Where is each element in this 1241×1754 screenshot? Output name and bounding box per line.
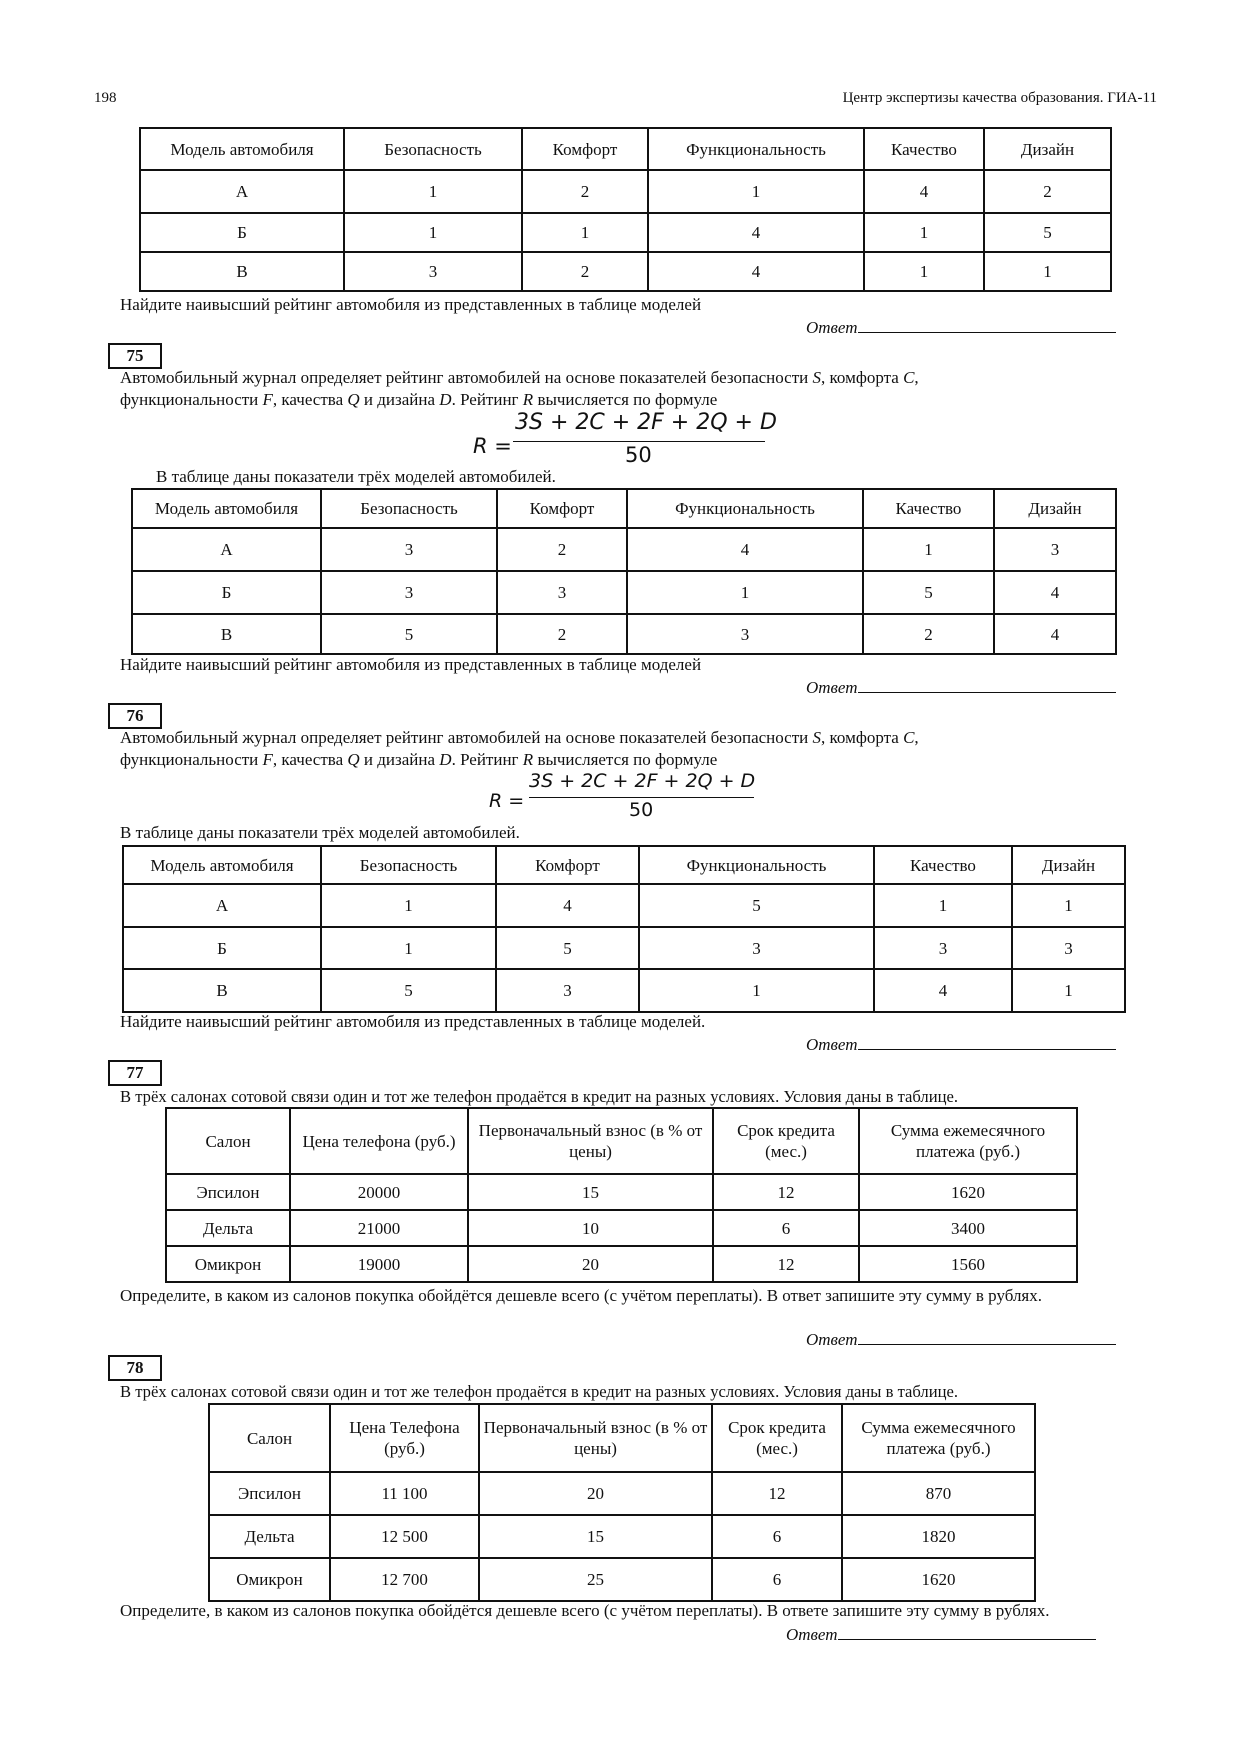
table-cell: 1 (648, 170, 864, 213)
table-cell: 5 (863, 571, 994, 614)
q76-table-intro: В таблице даны показатели трёх моделей автомобилей. (120, 823, 520, 842)
table-cell: 870 (842, 1472, 1035, 1515)
table-cell: Б (132, 571, 321, 614)
q75-formula (473, 410, 777, 470)
table-header-cell: Безопасность (321, 489, 497, 528)
answer-label: Ответ (806, 678, 858, 697)
formula-numerator: 3S + 2C + 2F + 2Q + D (529, 770, 756, 792)
formula-numerator: 3S + 2C + 2F + 2Q + D (515, 410, 777, 435)
table-header-cell: Качество (874, 846, 1012, 884)
table-cell: 4 (874, 969, 1012, 1012)
answer-line[interactable] (838, 1623, 1096, 1640)
table-row (140, 170, 1111, 213)
table-cell: 4 (648, 213, 864, 252)
task-number-76: 76 (108, 703, 162, 729)
q76-formula (489, 770, 759, 826)
table-row (209, 1515, 1035, 1558)
table-cell: 5 (639, 884, 874, 927)
table-cell: Б (140, 213, 344, 252)
table-cell: 25 (479, 1558, 712, 1601)
fraction-bar (513, 441, 765, 442)
table-cell: 1 (321, 927, 496, 969)
table-cell: 19000 (290, 1246, 468, 1282)
q77-credit-table (165, 1107, 1078, 1283)
answer-label: Ответ (786, 1625, 838, 1644)
table-header-cell: Дизайн (984, 128, 1111, 170)
table-header-cell: Сумма ежемесячного платежа (руб.) (859, 1108, 1077, 1174)
table-cell: 1 (984, 252, 1111, 291)
table-cell: 3 (994, 528, 1116, 571)
table-row (209, 1472, 1035, 1515)
table-header-cell: Сумма ежемесячного платежа (руб.) (842, 1404, 1035, 1472)
answer-line[interactable] (858, 316, 1116, 333)
table-cell: 20 (479, 1472, 712, 1515)
table-header-cell: Качество (863, 489, 994, 528)
table-header-cell: Комфорт (522, 128, 648, 170)
table-header-cell: Модель автомобиля (132, 489, 321, 528)
table-cell: 2 (863, 614, 994, 654)
table-header-cell: Дизайн (1012, 846, 1125, 884)
table-cell: 2 (522, 252, 648, 291)
var-f: F (262, 390, 273, 409)
q78-answer (786, 1623, 1096, 1645)
q75-line2-text-4: . Рейтинг (451, 390, 523, 409)
q77-intro: В трёх салонах сотовой связи один и тот же телефон продаётся в кредит на разных условиях. Условия даны в таблице. (120, 1087, 958, 1106)
table-row (132, 528, 1116, 571)
q76-rating-table (122, 845, 1126, 1013)
q77-question: Определите, в каком из салонов покупка обойдётся дешевле всего (с учётом переплаты). В ответ запишите эту сумму в рублях. (120, 1286, 1043, 1305)
table-header-cell: Срок кредита (мес.) (712, 1404, 842, 1472)
var-r: R (522, 750, 534, 769)
table-cell: Омикрон (166, 1246, 290, 1282)
table-cell: 1 (874, 884, 1012, 927)
table-cell: Эпсилон (166, 1174, 290, 1210)
table-cell: 3 (639, 927, 874, 969)
q76-line2-text-5: вычисляется по формуле (533, 750, 718, 769)
table-cell: 20000 (290, 1174, 468, 1210)
table-cell: Омикрон (209, 1558, 330, 1601)
answer-label: Ответ (806, 1035, 858, 1054)
table-cell: 1620 (859, 1174, 1077, 1210)
table-cell: 2 (984, 170, 1111, 213)
var-s: S (812, 368, 822, 387)
table-cell: 1560 (859, 1246, 1077, 1282)
table-cell: 2 (497, 528, 627, 571)
table-header-cell: Модель автомобиля (123, 846, 321, 884)
table-header-cell: Салон (166, 1108, 290, 1174)
table-cell: 3 (321, 571, 497, 614)
formula-lhs: R = (473, 434, 512, 458)
table-cell: 3400 (859, 1210, 1077, 1246)
table-cell: 6 (712, 1515, 842, 1558)
answer-label: Ответ (806, 1330, 858, 1349)
table-cell: 3 (344, 252, 522, 291)
table-header-row (166, 1108, 1077, 1174)
table-cell: 4 (864, 170, 984, 213)
table-cell: 21000 (290, 1210, 468, 1246)
table-header-cell: Комфорт (496, 846, 639, 884)
table-cell: А (123, 884, 321, 927)
table-cell: В (132, 614, 321, 654)
table-cell: Б (123, 927, 321, 969)
table-cell: 3 (496, 969, 639, 1012)
table-header-cell: Комфорт (497, 489, 627, 528)
table-cell: 1 (522, 213, 648, 252)
table-row (123, 884, 1125, 927)
table-row (123, 927, 1125, 969)
table-cell: Дельта (209, 1515, 330, 1558)
q75-intro-text-3: , (914, 368, 919, 387)
table-cell: 4 (648, 252, 864, 291)
table-cell: 6 (713, 1210, 859, 1246)
table-row (166, 1174, 1077, 1210)
table-cell: 5 (496, 927, 639, 969)
table-cell: 2 (497, 614, 627, 654)
table-header-cell: Безопасность (321, 846, 496, 884)
q75-question: Найдите наивысший рейтинг автомобиля из представленных в таблице моделей (120, 655, 702, 674)
answer-line[interactable] (858, 676, 1116, 693)
table-cell: 2 (522, 170, 648, 213)
answer-line[interactable] (858, 1328, 1116, 1345)
var-q: Q (347, 390, 360, 409)
table-cell: 1 (864, 252, 984, 291)
q76-line2-text-3: и дизайна (359, 750, 440, 769)
table-cell: 4 (496, 884, 639, 927)
table-row (209, 1558, 1035, 1601)
table-header-cell: Цена телефона (руб.) (290, 1108, 468, 1174)
var-d: D (439, 390, 452, 409)
table-cell: 1 (864, 213, 984, 252)
fraction-bar (529, 797, 754, 798)
q75-intro-text-2: , комфорта (821, 368, 904, 387)
q78-intro: В трёх салонах сотовой связи один и тот же телефон продаётся в кредит на разных условиях. Условия даны в таблице. (120, 1382, 958, 1401)
table-header-cell: Функциональность (627, 489, 863, 528)
table-row (123, 969, 1125, 1012)
table-cell: 1 (344, 170, 522, 213)
q76-answer (806, 1033, 1116, 1055)
formula-denominator: 50 (629, 799, 654, 821)
table-cell: 15 (479, 1515, 712, 1558)
q76-line2-text-1: функциональности (120, 750, 263, 769)
var-c: C (903, 368, 915, 387)
table-cell: 1 (321, 884, 496, 927)
q76-intro-text-3: , (914, 728, 919, 747)
table-cell: 3 (874, 927, 1012, 969)
table-cell: Дельта (166, 1210, 290, 1246)
table-cell: 15 (468, 1174, 713, 1210)
q75-line2-text-1: функциональности (120, 390, 263, 409)
answer-line[interactable] (858, 1033, 1116, 1050)
table-cell: 4 (994, 571, 1116, 614)
table-cell: 1 (1012, 969, 1125, 1012)
table-cell: 1 (344, 213, 522, 252)
table-header-cell: Дизайн (994, 489, 1116, 528)
q75-line2-text-2: , качества (272, 390, 348, 409)
table-cell: 1820 (842, 1515, 1035, 1558)
task-number-78: 78 (108, 1355, 162, 1381)
var-d: D (439, 750, 452, 769)
table-cell: 3 (627, 614, 863, 654)
rating-table-top (139, 127, 1112, 292)
var-f: F (262, 750, 273, 769)
table-row (166, 1246, 1077, 1282)
table-row (140, 252, 1111, 291)
table-cell: В (123, 969, 321, 1012)
q78-question: Определите, в каком из салонов покупка обойдётся дешевле всего (с учётом переплаты). В ответе запишите эту сумму в рублях. (120, 1601, 1050, 1620)
table-header-cell: Безопасность (344, 128, 522, 170)
table-cell: 1 (1012, 884, 1125, 927)
table-header-row (132, 489, 1116, 528)
var-s: S (812, 728, 822, 747)
table-row (132, 571, 1116, 614)
table-cell: 12 700 (330, 1558, 479, 1601)
table-row (132, 614, 1116, 654)
page-source-header: Центр экспертизы качества образования. ГИА-11 (842, 90, 1157, 106)
q75-answer (806, 676, 1116, 698)
q77-answer (806, 1328, 1116, 1350)
table-cell: 5 (984, 213, 1111, 252)
table-header-cell: Первоначальный взнос (в % от цены) (468, 1108, 713, 1174)
var-q: Q (347, 750, 360, 769)
table-cell: 1 (639, 969, 874, 1012)
table-cell: 3 (1012, 927, 1125, 969)
table-header-cell: Функциональность (639, 846, 874, 884)
task-number-75: 75 (108, 343, 162, 369)
q75-intro (120, 367, 1132, 411)
table-cell: 20 (468, 1246, 713, 1282)
q75-table-intro: В таблице даны показатели трёх моделей автомобилей. (156, 467, 556, 486)
q76-line2-text-4: . Рейтинг (451, 750, 523, 769)
table-header-cell: Функциональность (648, 128, 864, 170)
table-cell: 3 (321, 528, 497, 571)
table-header-cell: Срок кредита (мес.) (713, 1108, 859, 1174)
table-cell: 10 (468, 1210, 713, 1246)
var-c: C (903, 728, 915, 747)
q75-rating-table (131, 488, 1117, 655)
table-cell: 11 100 (330, 1472, 479, 1515)
table-header-cell: Модель автомобиля (140, 128, 344, 170)
table-cell: 6 (712, 1558, 842, 1601)
table-cell: А (140, 170, 344, 213)
q76-question: Найдите наивысший рейтинг автомобиля из представленных в таблице моделей. (120, 1012, 706, 1031)
table-header-cell: Первоначальный взнос (в % от цены) (479, 1404, 712, 1472)
var-r: R (522, 390, 534, 409)
table-cell: Эпсилон (209, 1472, 330, 1515)
q74-question: Найдите наивысший рейтинг автомобиля из представленных в таблице моделей (120, 295, 702, 314)
table-cell: 12 (712, 1472, 842, 1515)
table-header-cell: Салон (209, 1404, 330, 1472)
table-cell: А (132, 528, 321, 571)
table-cell: 12 (713, 1174, 859, 1210)
table-header-cell: Качество (864, 128, 984, 170)
table-cell: 3 (497, 571, 627, 614)
table-row (166, 1210, 1077, 1246)
table-cell: 12 (713, 1246, 859, 1282)
q74-answer (806, 316, 1116, 338)
table-cell: 12 500 (330, 1515, 479, 1558)
q76-intro-text-1: Автомобильный журнал определяет рейтинг автомобилей на основе показателей безопасности (120, 728, 813, 747)
formula-denominator: 50 (625, 443, 652, 467)
q76-intro-text-2: , комфорта (821, 728, 904, 747)
table-cell: 4 (994, 614, 1116, 654)
table-header-row (209, 1404, 1035, 1472)
table-row (140, 213, 1111, 252)
q75-intro-text-1: Автомобильный журнал определяет рейтинг автомобилей на основе показателей безопасности (120, 368, 813, 387)
q75-line2-text-3: и дизайна (359, 390, 440, 409)
q76-intro (120, 727, 1132, 771)
table-header-cell: Цена Телефона (руб.) (330, 1404, 479, 1472)
q78-credit-table (208, 1403, 1036, 1602)
table-cell: 5 (321, 614, 497, 654)
table-cell: 1 (863, 528, 994, 571)
table-cell: 1 (627, 571, 863, 614)
table-header-row (123, 846, 1125, 884)
table-cell: 1620 (842, 1558, 1035, 1601)
q76-line2-text-2: , качества (272, 750, 348, 769)
formula-lhs: R = (489, 790, 525, 812)
table-cell: 5 (321, 969, 496, 1012)
task-number-77: 77 (108, 1060, 162, 1086)
table-cell: 4 (627, 528, 863, 571)
answer-label: Ответ (806, 318, 858, 337)
q75-line2-text-5: вычисляется по формуле (533, 390, 718, 409)
page-number: 198 (94, 90, 117, 106)
table-header-row (140, 128, 1111, 170)
table-cell: В (140, 252, 344, 291)
